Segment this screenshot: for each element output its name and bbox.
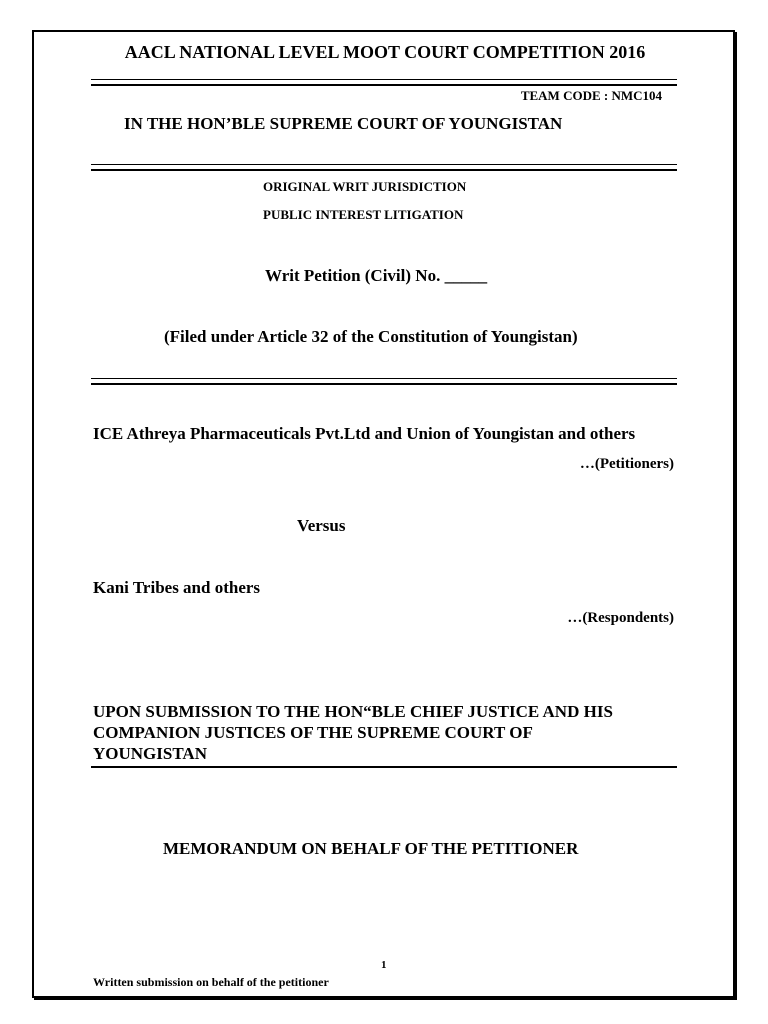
header-rule: [91, 79, 677, 86]
petition-rule: [91, 378, 677, 385]
submission-line-1: UPON SUBMISSION TO THE HON“BLE CHIEF JUSTICE AND HIS: [93, 702, 613, 721]
submission-rule: [91, 766, 677, 768]
jurisdiction-line-2: PUBLIC INTEREST LITIGATION: [263, 207, 464, 222]
competition-title: AACL NATIONAL LEVEL MOOT COURT COMPETITION 2016: [124, 42, 646, 62]
respondents-role: …(Respondents): [567, 610, 674, 626]
jurisdiction-line-1: ORIGINAL WRIT JURISDICTION: [263, 179, 467, 194]
footer-note: Written submission on behalf of the petitioner: [93, 975, 329, 989]
submission-line-3: YOUNGISTAN: [93, 744, 207, 763]
submission-line-2: COMPANION JUSTICES OF THE SUPREME COURT OF: [93, 723, 533, 742]
respondents-name: Kani Tribes and others: [93, 578, 261, 597]
versus: Versus: [297, 516, 346, 535]
court-title: IN THE HON’BLE SUPREME COURT OF YOUNGISTAN: [124, 114, 563, 133]
petitioners-role: …(Petitioners): [579, 456, 674, 472]
writ-petition-number: Writ Petition (Civil) No. _____: [265, 266, 488, 285]
filed-under: (Filed under Article 32 of the Constitution of Youngistan): [164, 327, 578, 346]
court-rule: [91, 164, 677, 171]
team-code: TEAM CODE : NMC104: [520, 88, 662, 103]
page-number: 1: [381, 959, 387, 971]
petitioners-name: ICE Athreya Pharmaceuticals Pvt.Ltd and Union of Youngistan and others: [93, 424, 636, 443]
memorandum-title: MEMORANDUM ON BEHALF OF THE PETITIONER: [163, 839, 579, 858]
